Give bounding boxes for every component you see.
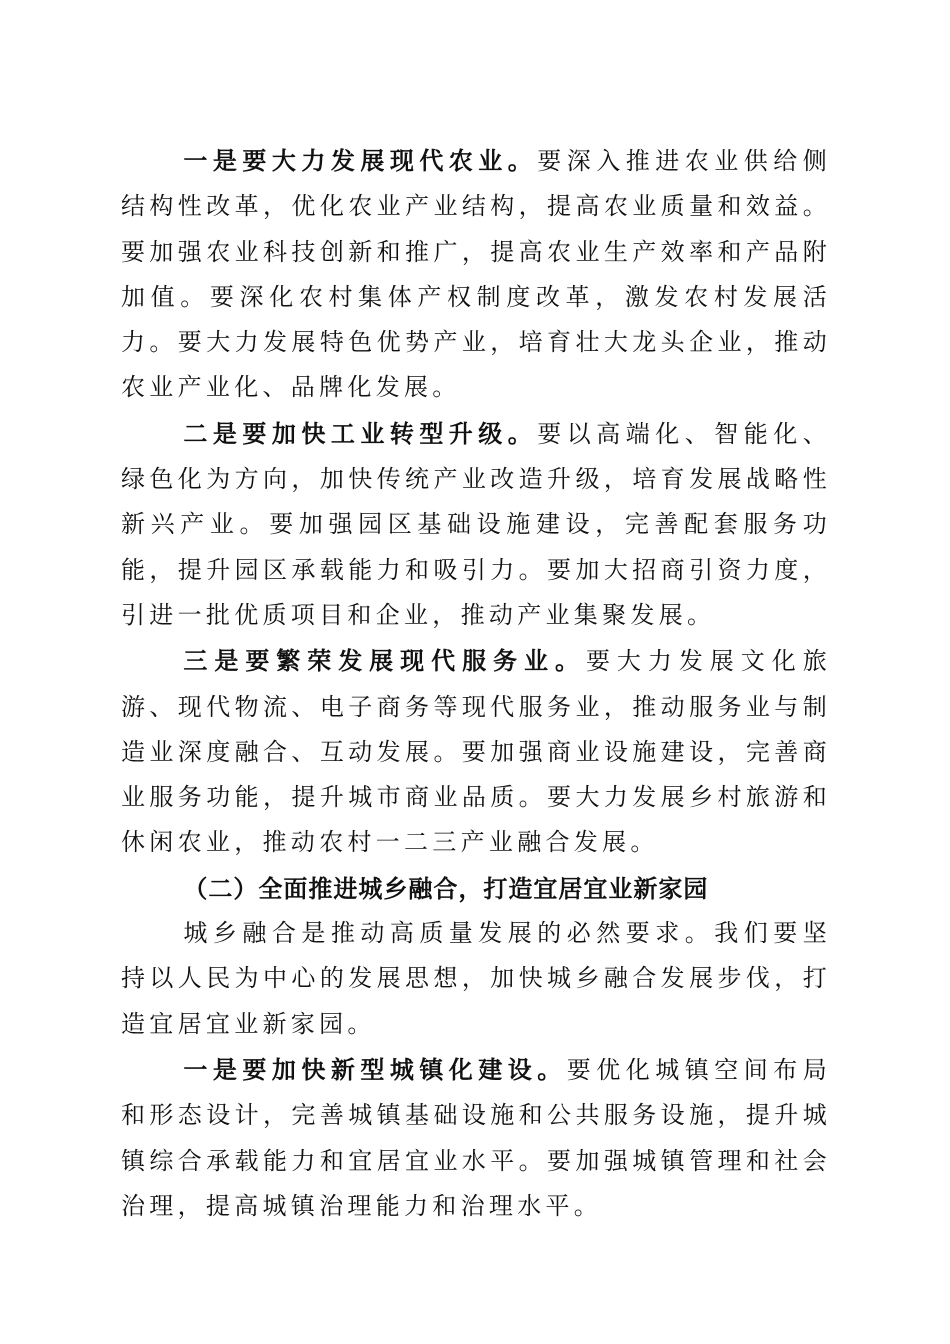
paragraph-lead: 三是要繁荣发展现代服务业。: [183, 646, 586, 676]
section-heading: （二）全面推进城乡融合，打造宜居宜业新家园: [183, 873, 709, 903]
paragraph-text: 要以高端化、智能化、绿色化为方向，加快传统产业改造升级，培育发展战略性新兴产业。要加强园区基础设施建设，完善配套服务功能，提升园区承载能力和吸引力。要加大招商引资力度，引进一批优质项目和企业，推动产业集聚发展。: [121, 419, 831, 629]
paragraph-text: 要大力发展文化旅游、现代物流、电子商务等现代服务业，推动服务业与制造业深度融合、互动发展。要加强商业设施建设，完善商业服务功能，提升城市商业品质。要大力发展乡村旅游和休闲农业，推动农村一二三产业融合发展。: [121, 647, 831, 857]
document-body: [121, 138, 831, 1229]
paragraph-lead: 二是要加快工业转型升级。: [183, 418, 538, 448]
paragraph-lead: 一是要大力发展现代农业。: [183, 146, 538, 175]
paragraph-text: 要深入推进农业供给侧结构性改革，优化农业产业结构，提高农业质量和效益。要加强农业科技创新和推广，提高农业生产效率和产品附加值。要深化农村集体产权制度改革，激发农村发展活力。要大力发展特色优势产业，培育壮大龙头企业，推动农业产业化、品牌化发展。: [121, 147, 831, 402]
paragraph-industry: [121, 411, 831, 638]
paragraph-services: [121, 638, 831, 865]
paragraph-urbanization: [121, 1047, 831, 1229]
paragraph-intro: 城乡融合是推动高质量发展的必然要求。我们要坚持以人民为中心的发展思想，加快城乡融合发展步伐，打造宜居宜业新家园。: [121, 919, 831, 1038]
paragraph-text: 要优化城镇空间布局和形态设计，完善城镇基础设施和公共服务设施，提升城镇综合承载能力和宜居宜业水平。要加强城镇管理和社会治理，提高城镇治理能力和治理水平。: [121, 1055, 832, 1220]
paragraph-agriculture: [121, 138, 831, 411]
paragraph-lead: 一是要加快新型城镇化建设。: [183, 1054, 567, 1084]
